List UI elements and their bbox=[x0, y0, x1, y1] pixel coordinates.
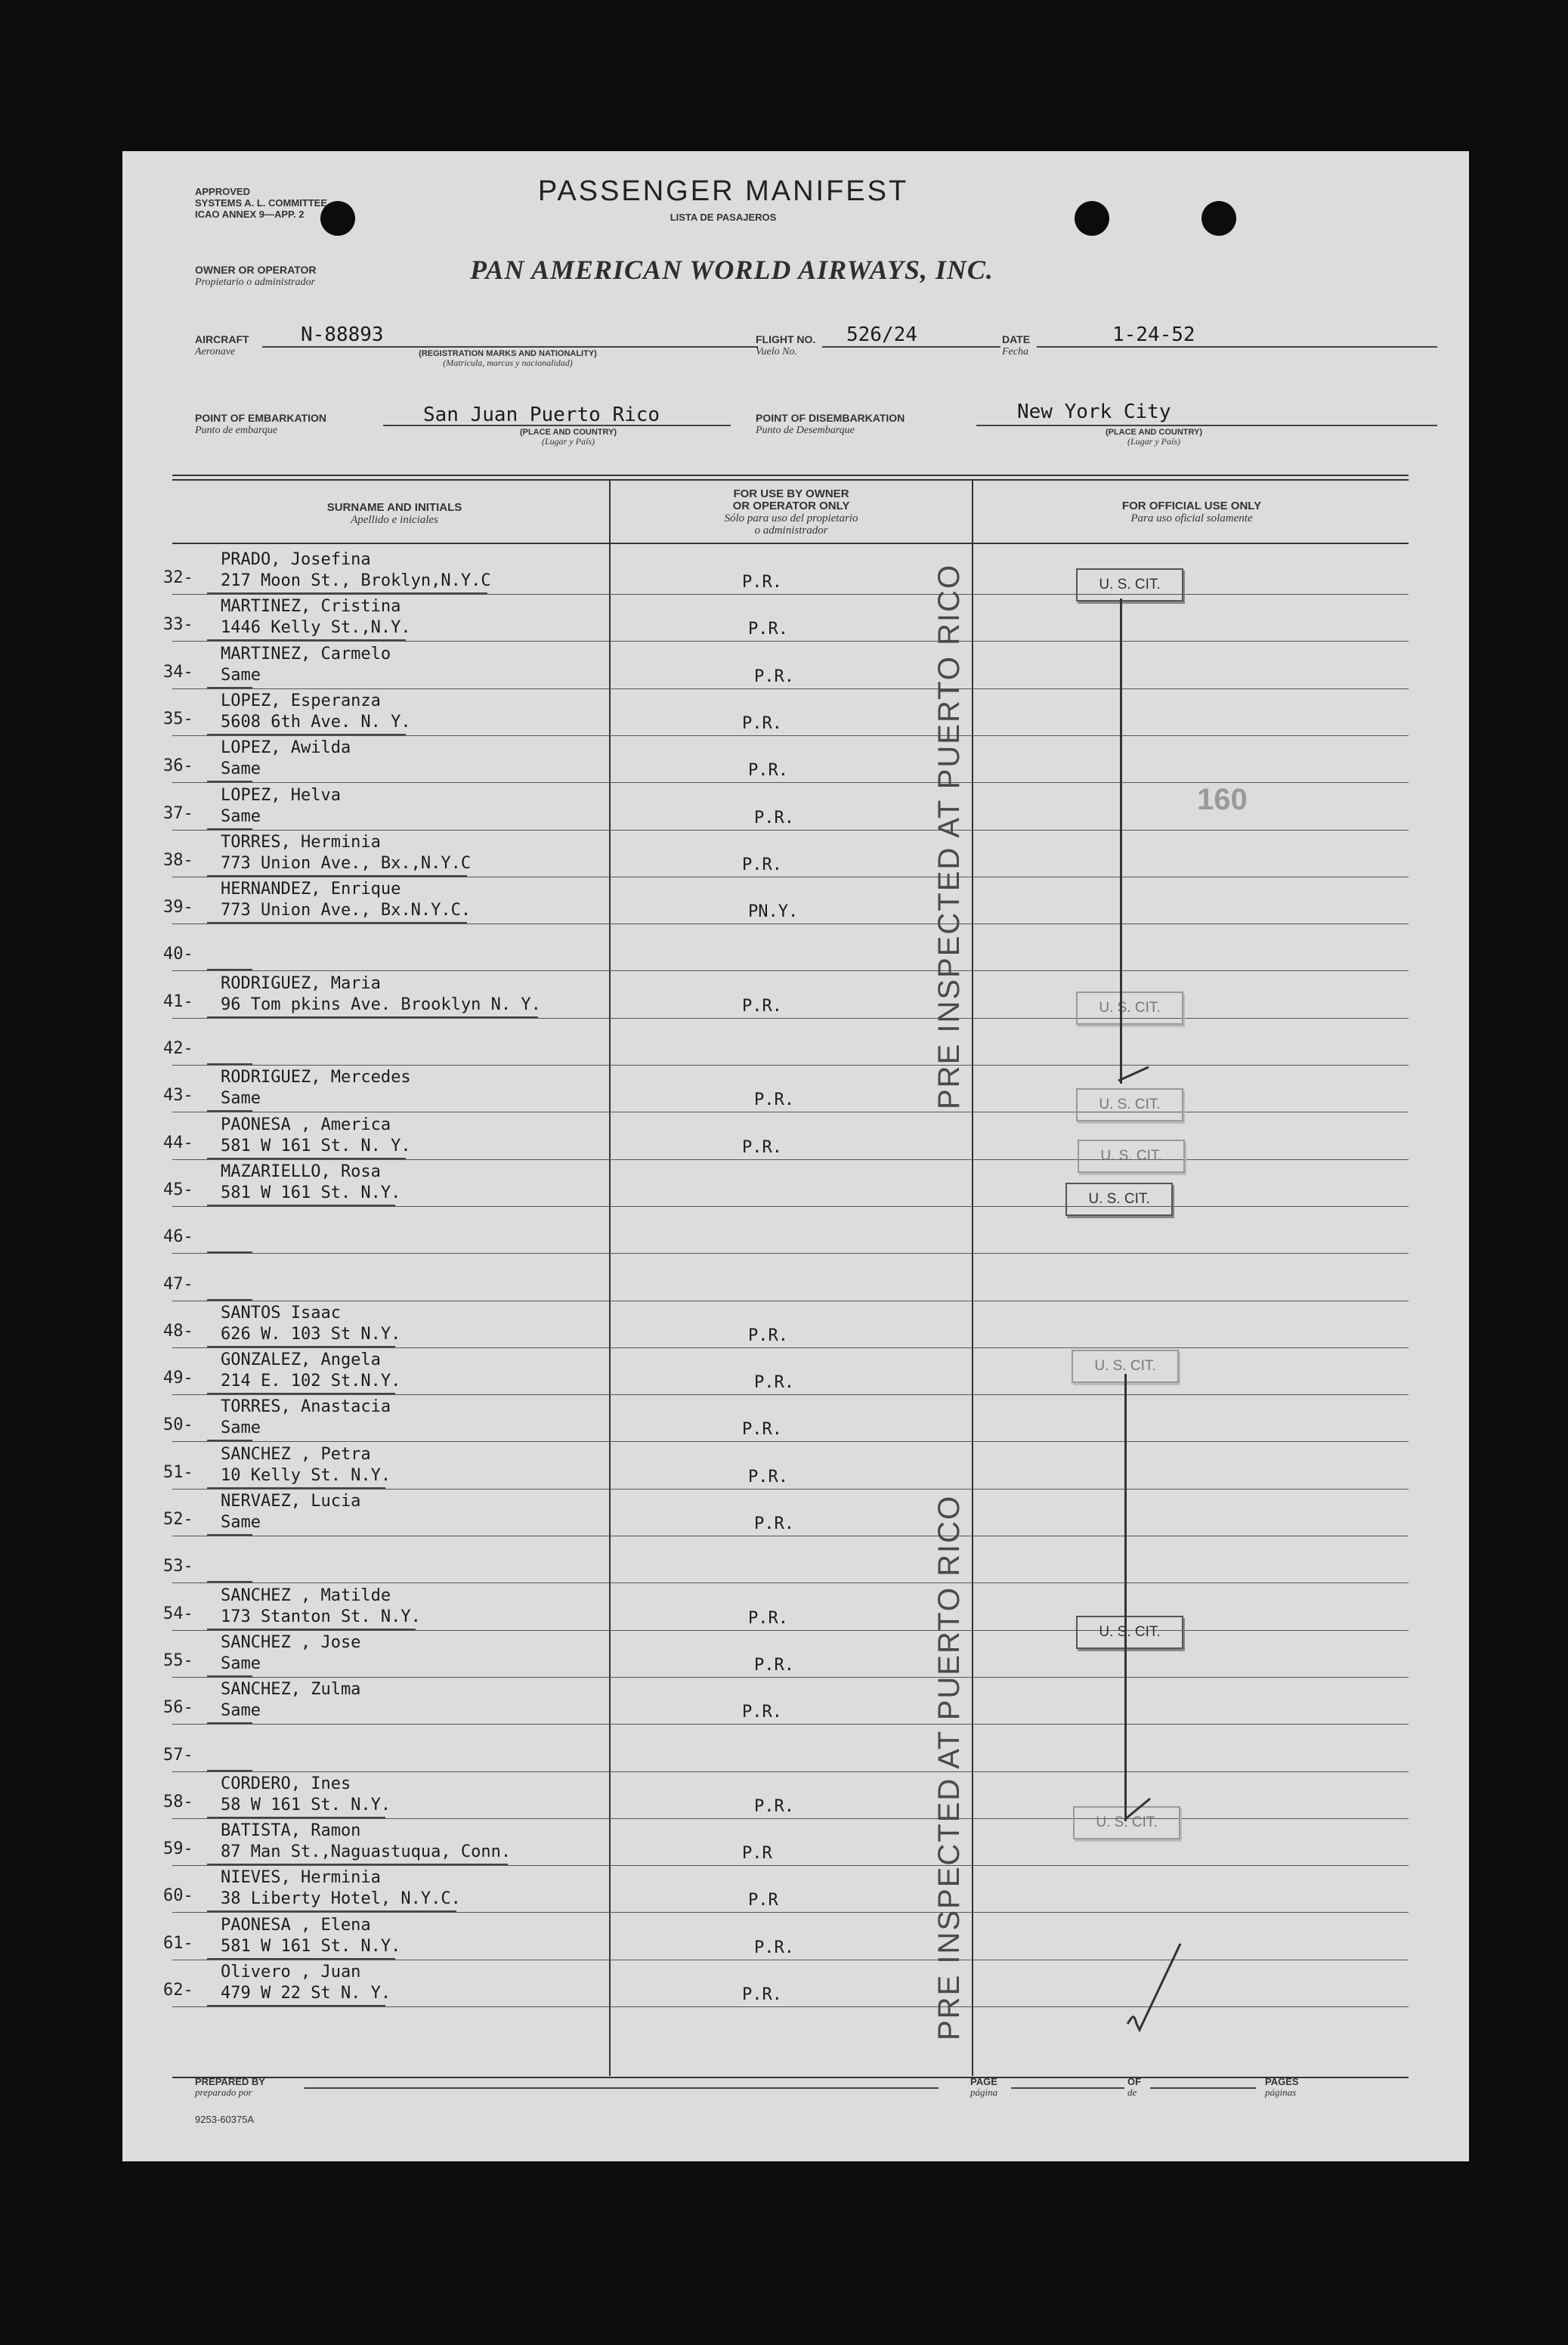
page-line bbox=[1011, 2087, 1124, 2089]
passenger-address: 87 Man St.,Naguastuqua, Conn. bbox=[221, 1842, 512, 1861]
surname-column-header: SURNAME AND INITIALS Apellido e iniciales bbox=[326, 501, 462, 526]
aircraft-note: (REGISTRATION MARKS AND NATIONALITY) (Matricula, marcas y nacionalidad) bbox=[419, 349, 597, 368]
passenger-address: 10 Kelly St. N.Y. bbox=[221, 1466, 391, 1485]
pr-code: P.R. bbox=[742, 1138, 782, 1157]
passenger-address: Same bbox=[221, 1654, 261, 1673]
pr-code: P.R. bbox=[748, 1326, 788, 1345]
pages-label: PAGES páginas bbox=[1265, 2076, 1299, 2098]
flight-value: 526/24 bbox=[846, 323, 917, 346]
us-citizen-stamp: U. S. CIT. bbox=[1065, 1183, 1173, 1216]
passenger-name: MAZARIELLO, Rosa bbox=[221, 1162, 381, 1181]
row-number: 38- bbox=[163, 851, 193, 870]
approval-line-1: APPROVED bbox=[195, 186, 250, 197]
disembarkation-note: (PLACE AND COUNTRY) (Lugar y País) bbox=[1105, 428, 1203, 447]
passenger-address: Same bbox=[221, 666, 261, 685]
pr-code: P.R. bbox=[748, 620, 788, 639]
row-number: 40- bbox=[163, 945, 193, 964]
pr-code: P.R. bbox=[742, 997, 782, 1016]
us-citizen-stamp: U. S. CIT. bbox=[1076, 568, 1183, 602]
pr-code: P.R. bbox=[754, 1514, 794, 1533]
row-number: 45- bbox=[163, 1180, 193, 1199]
of-line bbox=[1150, 2087, 1256, 2089]
manifest-title: PASSENGER MANIFEST bbox=[537, 175, 909, 207]
passenger-address: Same bbox=[221, 1701, 261, 1720]
pr-code: P.R. bbox=[742, 1703, 782, 1722]
row-number: 59- bbox=[163, 1839, 193, 1858]
prepared-by-line bbox=[304, 2087, 939, 2089]
row-number: 52- bbox=[163, 1510, 193, 1529]
row-number: 57- bbox=[163, 1746, 193, 1765]
airline-name: PAN AMERICAN WORLD AIRWAYS, INC. bbox=[470, 255, 994, 285]
pr-code: P.R. bbox=[754, 1373, 794, 1392]
row-number: 56- bbox=[163, 1698, 193, 1717]
row-number: 41- bbox=[163, 992, 193, 1011]
passenger-address: 58 W 161 St. N.Y. bbox=[221, 1796, 391, 1814]
row-number: 50- bbox=[163, 1415, 193, 1434]
form-number: 9253-60375A bbox=[195, 2114, 255, 2125]
us-citizen-stamp: U. S. CIT. bbox=[1072, 1350, 1179, 1383]
passenger-name: Olivero , Juan bbox=[221, 1963, 361, 1981]
passenger-address: 581 W 161 St. N.Y. bbox=[221, 1183, 401, 1202]
passenger-name: LOPEZ, Esperanza bbox=[221, 691, 381, 710]
passenger-address: 217 Moon St., Broklyn,N.Y.C bbox=[221, 571, 491, 590]
passenger-name: LOPEZ, Awilda bbox=[221, 738, 351, 757]
pr-code: P.R. bbox=[754, 809, 794, 828]
embarkation-value: San Juan Puerto Rico bbox=[423, 404, 660, 426]
row-number: 34- bbox=[163, 663, 193, 682]
pr-code: P.R. bbox=[748, 1609, 788, 1628]
passenger-name: GONZALEZ, Angela bbox=[221, 1350, 381, 1369]
pr-code: P.R. bbox=[742, 1985, 782, 2004]
passenger-address: 173 Stanton St. N.Y. bbox=[221, 1607, 421, 1626]
passenger-address: 626 W. 103 St N.Y. bbox=[221, 1325, 401, 1344]
row-number: 54- bbox=[163, 1604, 193, 1623]
row-number: 35- bbox=[163, 710, 193, 729]
preinspected-stamp: PRE INSPECTED AT PUERTO RICO bbox=[932, 563, 966, 1109]
pr-code: P.R. bbox=[742, 1420, 782, 1439]
passenger-count-stamp: 160 bbox=[1197, 783, 1248, 816]
flight-label: FLIGHT NO. Vuelo No. bbox=[756, 333, 816, 357]
pr-code: P.R. bbox=[754, 667, 794, 686]
row-number: 36- bbox=[163, 756, 193, 775]
passenger-address: 773 Union Ave., Bx.,N.Y.C bbox=[221, 854, 472, 873]
passenger-name: TORRES, Anastacia bbox=[221, 1397, 391, 1416]
row-number: 55- bbox=[163, 1651, 193, 1670]
pr-code: PN.Y. bbox=[748, 902, 799, 921]
pr-code: P.R. bbox=[748, 1468, 788, 1487]
pr-code: P.R. bbox=[742, 855, 782, 874]
passenger-name: PRADO, Josefina bbox=[221, 550, 371, 569]
row-number: 37- bbox=[163, 804, 193, 823]
of-label: OF de bbox=[1127, 2076, 1142, 2098]
row-number: 47- bbox=[163, 1275, 193, 1294]
passenger-name: HERNANDEZ, Enrique bbox=[221, 880, 401, 899]
passenger-name: SANCHEZ , Matilde bbox=[221, 1586, 391, 1605]
row-number: 42- bbox=[163, 1039, 193, 1058]
disembarkation-value: New York City bbox=[1017, 401, 1171, 423]
passenger-name: NERVAEZ, Lucia bbox=[221, 1492, 361, 1511]
passenger-name: PAONESA , Elena bbox=[221, 1916, 371, 1935]
pr-code: P.R. bbox=[754, 1656, 794, 1675]
passenger-address: Same bbox=[221, 1089, 261, 1108]
row-number: 62- bbox=[163, 1981, 193, 2000]
passenger-name: SANCHEZ , Jose bbox=[221, 1633, 361, 1652]
pr-code: P.R. bbox=[754, 1797, 794, 1816]
owner-use-column-header: FOR USE BY OWNER OR OPERATOR ONLY Sólo para uso del propietario o administrador bbox=[724, 487, 858, 537]
date-label: DATE Fecha bbox=[1002, 333, 1031, 357]
passenger-address: 5608 6th Ave. N. Y. bbox=[221, 713, 411, 732]
row-number: 53- bbox=[163, 1557, 193, 1576]
row-number: 60- bbox=[163, 1886, 193, 1905]
passenger-address: 1446 Kelly St.,N.Y. bbox=[221, 618, 411, 637]
pr-code: P.R. bbox=[748, 761, 788, 780]
date-value: 1-24-52 bbox=[1112, 323, 1195, 346]
owner-label: OWNER OR OPERATOR Propietario o administrador bbox=[195, 264, 317, 288]
official-use-column-header: FOR OFFICIAL USE ONLY Para uso oficial solamente bbox=[1121, 500, 1262, 524]
passenger-name: SANCHEZ, Zulma bbox=[221, 1680, 361, 1699]
passenger-name: CORDERO, Ines bbox=[221, 1774, 351, 1793]
us-citizen-stamp: U. S. CIT. bbox=[1073, 1806, 1180, 1839]
pr-code: P.R. bbox=[742, 573, 782, 592]
prepared-by-label: PREPARED BY preparado por bbox=[195, 2076, 265, 2098]
passenger-address: 38 Liberty Hotel, N.Y.C. bbox=[221, 1889, 461, 1908]
passenger-name: MARTINEZ, Carmelo bbox=[221, 645, 391, 664]
row-number: 48- bbox=[163, 1322, 193, 1341]
passenger-name: BATISTA, Ramon bbox=[221, 1821, 361, 1840]
passenger-name: NIEVES, Herminia bbox=[221, 1868, 381, 1887]
passenger-address: 479 W 22 St N. Y. bbox=[221, 1984, 391, 2003]
pr-code: P.R. bbox=[742, 714, 782, 733]
passenger-address: 773 Union Ave., Bx.N.Y.C. bbox=[221, 901, 472, 920]
us-citizen-stamp: U. S. CIT. bbox=[1076, 992, 1183, 1025]
approval-line-2: SYSTEMS A. L. COMMITTEE bbox=[195, 197, 328, 209]
aircraft-label: AIRCRAFT Aeronave bbox=[195, 333, 249, 357]
row-number: 51- bbox=[163, 1463, 193, 1482]
manifest-subtitle: LISTA DE PASAJEROS bbox=[670, 212, 777, 223]
passenger-name: RODRIGUEZ, Maria bbox=[221, 974, 381, 993]
check-marks bbox=[122, 151, 1469, 2161]
preinspected-stamp: PRE INSPECTED AT PUERTO RICO bbox=[932, 1494, 966, 2040]
pr-code: P.R bbox=[748, 1891, 778, 1910]
passenger-address: 581 W 161 St. N.Y. bbox=[221, 1937, 401, 1956]
passenger-address: Same bbox=[221, 759, 261, 778]
row-number: 46- bbox=[163, 1227, 193, 1246]
passenger-name: LOPEZ, Helva bbox=[221, 786, 341, 805]
disembarkation-label: POINT OF DISEMBARKATION Punto de Desembarque bbox=[756, 412, 905, 436]
row-number: 61- bbox=[163, 1934, 193, 1953]
us-citizen-stamp: U. S. CIT. bbox=[1076, 1616, 1183, 1649]
row-number: 39- bbox=[163, 898, 193, 917]
passenger-address: Same bbox=[221, 807, 261, 826]
embarkation-label: POINT OF EMBARKATION Punto de embarque bbox=[195, 412, 326, 436]
manifest-page bbox=[122, 151, 1469, 2161]
passenger-address: Same bbox=[221, 1418, 261, 1437]
row-number: 32- bbox=[163, 568, 193, 587]
page-label: PAGE página bbox=[970, 2076, 998, 2098]
approval-line-3: ICAO ANNEX 9—APP. 2 bbox=[195, 209, 305, 220]
passenger-name: RODRIGUEZ, Mercedes bbox=[221, 1068, 411, 1087]
passenger-address: Same bbox=[221, 1513, 261, 1532]
embarkation-note: (PLACE AND COUNTRY) (Lugar y País) bbox=[519, 428, 617, 447]
passenger-address: 214 E. 102 St.N.Y. bbox=[221, 1372, 401, 1391]
aircraft-value: N-88893 bbox=[301, 323, 384, 346]
us-citizen-stamp: U. S. CIT. bbox=[1076, 1088, 1183, 1121]
passenger-name: MARTINEZ, Cristina bbox=[221, 597, 401, 616]
passenger-name: SANTOS Isaac bbox=[221, 1304, 341, 1323]
row-number: 49- bbox=[163, 1369, 193, 1388]
passenger-name: SANCHEZ , Petra bbox=[221, 1445, 371, 1464]
passenger-address: 581 W 161 St. N. Y. bbox=[221, 1137, 411, 1155]
row-number: 43- bbox=[163, 1086, 193, 1105]
row-number: 33- bbox=[163, 615, 193, 634]
pr-code: P.R bbox=[742, 1844, 772, 1863]
passenger-name: TORRES, Herminia bbox=[221, 833, 381, 852]
passenger-address: 96 Tom pkins Ave. Brooklyn N. Y. bbox=[221, 995, 541, 1014]
row-number: 44- bbox=[163, 1134, 193, 1152]
row-number: 58- bbox=[163, 1793, 193, 1811]
table-bottom-rule bbox=[172, 2077, 1409, 2078]
pr-code: P.R. bbox=[754, 1938, 794, 1957]
passenger-name: PAONESA , America bbox=[221, 1115, 391, 1134]
us-citizen-stamp: U. S. CIT. bbox=[1078, 1140, 1185, 1173]
pr-code: P.R. bbox=[754, 1091, 794, 1109]
